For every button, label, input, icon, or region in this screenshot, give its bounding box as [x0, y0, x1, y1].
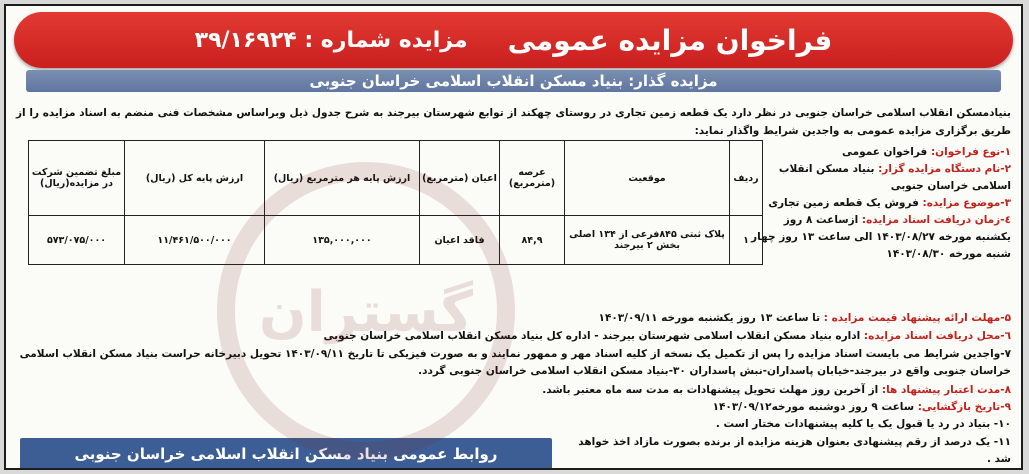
organizer-bar — [26, 70, 1001, 92]
table-header-row — [29, 141, 763, 216]
auction-table — [28, 140, 763, 265]
table-cell: ۱۳۵,۰۰۰,۰۰۰ — [265, 216, 420, 265]
auction-notice — [4, 4, 1023, 470]
table-cell: ۱ — [730, 216, 763, 265]
table-cell: ۸۴,۹ — [500, 216, 565, 265]
clause-11: ۱۱- یک درصد از رقم پیشنهادی بعنوان هزینه مزایده از برنده بصورت مازاد اخذ خواهد شد . — [578, 436, 1011, 465]
table-row — [29, 216, 763, 265]
clause-9: ۹-تاریخ بازگشایی: ساعت ۹ روز دوشنبه مورخه۱۴۰۳/۰۹/۱۲ — [712, 401, 1011, 413]
table-header: مبلغ تضمین شرکت در مزایده(ریال) — [29, 141, 125, 216]
table-header: ارزش پایه کل (ریال) — [125, 141, 265, 216]
clause-5: ۵-مهلت ارائه پیشنهاد قیمت مزایده : تا ساعت ۱۳ روز یکشنبه مورخه ۱۴۰۳/۰۹/۱۱ — [598, 312, 1011, 324]
clause-7: ۷-واجدین شرایط می بایست اسناد مزایده را پس از تکمیل یک نسخه از کلیه اسناد مهر و ممهور نمایند و به صورت فیزیکی تا تاریخ ۱۴۰۳/۰۹/۱۱ تحویل دبیرخانه حراست بنیاد مسکن انقلاب اسلامی خراسان جنوبی واقع در بیرجند-خیابان پاسداران-نبش پاسداران ۳۰-بنیاد مسکن انقلاب اسلامی خراسان جنوبی گردد. — [19, 348, 1011, 377]
clause-1: ۱-نوع فراخوان: فراخوان عمومی — [841, 146, 1011, 158]
table-header: موقعیت — [565, 141, 730, 216]
table-cell: پلاک ثبتی ۸۴۵فرعی از ۱۳۴ اصلی بخش ۲ بیرجند — [565, 216, 730, 265]
notice-title: فراخوان مزایده عمومی — [507, 23, 833, 57]
clause-4: ٤-زمان دریافت اسناد مزایده: ازساعت ۸ روز یکشنبه مورخه ۱۴۰۳/۰۸/۲۷ الی ساعت ۱۳ روز چهار شنبه مورخه ۱۴۰۳/۰۸/۳۰ — [751, 214, 1011, 260]
table-header: ارزش پایه هر مترمربع (ریال) — [265, 141, 420, 216]
public-relations-footer — [20, 438, 552, 470]
organizer-text: مزایده گذار: بنیاد مسکن انقلاب اسلامی خراسان جنوبی — [309, 72, 718, 90]
table-cell: فاقد اعیان — [420, 216, 500, 265]
clause-6: ٦-محل دریافت اسناد مزایده: اداره بنیاد مسکن انقلاب اسلامی شهرستان بیرجند - اداره کل بنیاد مسکن انقلاب اسلامی خراسان جنوبی — [323, 330, 1011, 342]
clause-8: ۸-مدت اعتبار پیشنهاد ها: از آخرین روز مهلت تحویل پیشنهادات به مدت سه ماه معتبر باشد. — [542, 384, 1011, 396]
clause-3: ۳-موضوع مزایده: فروش یک قطعه زمین تجاری — [768, 197, 1011, 209]
clause-2: ۲-نام دستگاه مزایده گزار: بنیاد مسکن انقلاب اسلامی خراسان جنوبی — [778, 163, 1011, 192]
intro-paragraph: بنیادمسکن انقلاب اسلامی خراسان جنوبی در نظر دارد یک قطعه زمین تجاری در روستای چهکند از توابع شهرستان بیرجند به شرح جدول ذیل وبراساس مشخصات فنی منضم به اسناد مزایده را از طریق برگزاری مزایده عمومی به واجدین شرایط واگذار نماید: — [16, 107, 1011, 137]
clause-10: ۱۰- بنیاد در رد یا قبول یک یا کلیه پیشنهادات مختار است . — [715, 418, 1011, 430]
table-cell: ۱۱/۴۶۱/۵۰۰/۰۰۰ — [125, 216, 265, 265]
table-header: ردیف — [730, 141, 763, 216]
table-cell: ۵۷۳/۰۷۵/۰۰۰ — [29, 216, 125, 265]
watermark-text: گستران — [258, 280, 474, 345]
auction-number: مزایده شماره : ۳۹/۱۶۹۲۴ — [194, 27, 468, 53]
footer-text: روابط عمومی بنیاد مسکن انقلاب اسلامی خراسان جنوبی — [74, 445, 498, 463]
title-banner — [14, 12, 1013, 68]
clauses-column — [751, 144, 1011, 263]
table-header: اعیان (مترمربع) — [420, 141, 500, 216]
table-header: عرصه (مترمربع) — [500, 141, 565, 216]
